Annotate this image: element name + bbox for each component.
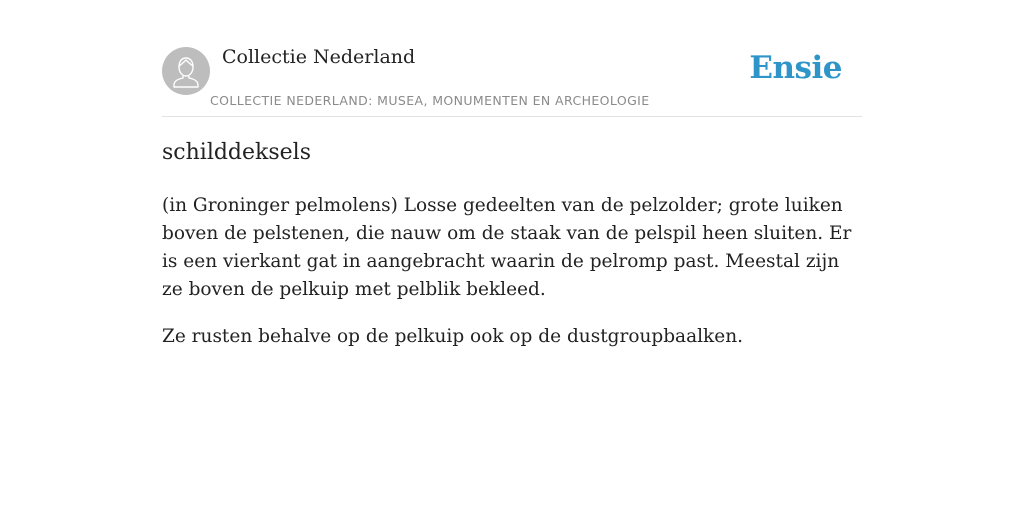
entry-header: [162, 0, 862, 117]
author-name[interactable]: Collectie Nederland: [222, 46, 416, 68]
definition-paragraph: Ze rusten behalve op de pelkuip ook op de dustgroupbaalken.: [162, 326, 743, 347]
avatar[interactable]: [162, 47, 210, 95]
source-name[interactable]: COLLECTIE NEDERLAND: MUSEA, MONUMENTEN EN ARCHEOLOGIE: [210, 93, 650, 108]
user-icon: [162, 47, 210, 95]
entry-definition: [162, 192, 862, 370]
entry-term: schilddeksels: [162, 140, 312, 165]
page-container: [162, 0, 862, 347]
ensie-logo[interactable]: Ensie: [749, 50, 842, 86]
definition-paragraph: (in Groninger pelmolens) Losse gedeelten van de pelzolder; grote luiken boven de pelstenen, die nauw om de staak van de pelspil heen sluiten. Er is een vierkant gat in aangebracht waarin de pelromp past. Meestal zijn ze boven de pelkuip met pelblik bekleed.: [162, 195, 852, 300]
